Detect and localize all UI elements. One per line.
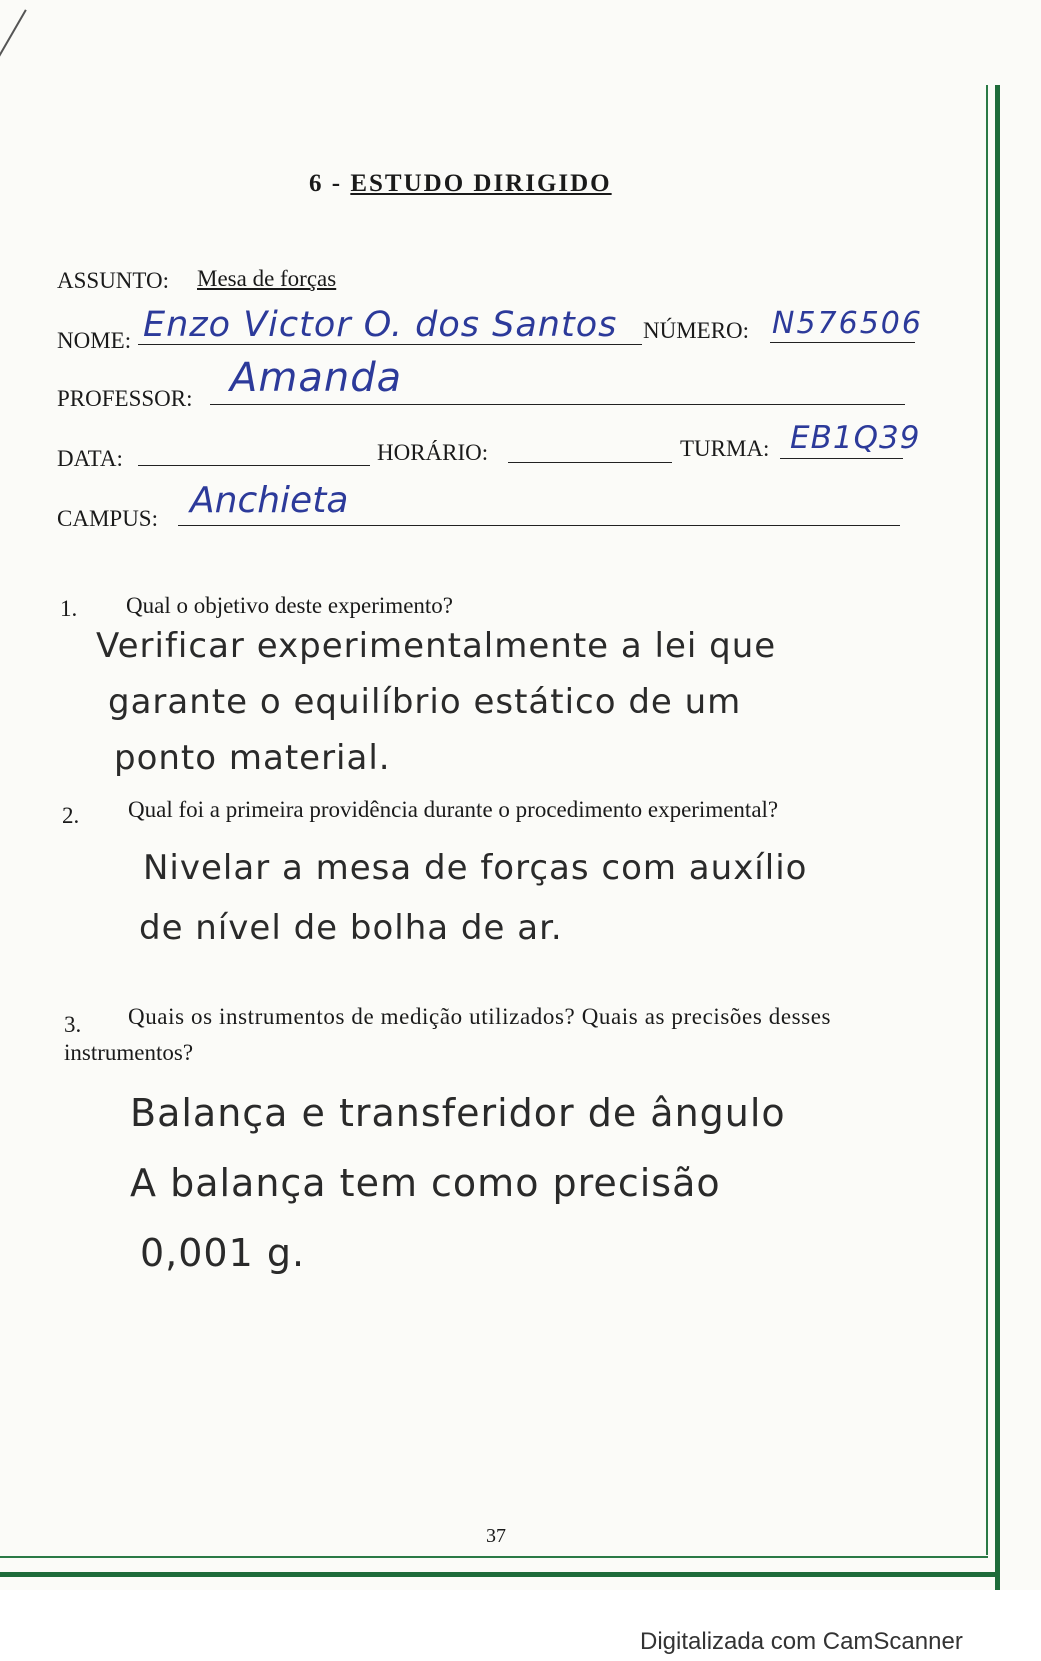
- question-3-text: Quais os instrumentos de medição utilizados? Quais as precisões desses: [128, 1004, 832, 1029]
- data-label: DATA:: [57, 446, 123, 471]
- data-underline: [138, 465, 370, 466]
- horario-label: HORÁRIO:: [377, 440, 489, 465]
- campus-label: CAMPUS:: [57, 506, 158, 531]
- page-border-bottom-inner: [0, 1556, 988, 1558]
- turma-underline: [780, 458, 903, 459]
- answer-line: 0,001 g.: [140, 1231, 306, 1275]
- professor-value: Amanda: [230, 355, 403, 401]
- numero-underline: [770, 342, 915, 343]
- answer-line: Balança e transferidor de ângulo: [130, 1091, 786, 1135]
- answer-line: de nível de bolha de ar.: [139, 908, 563, 948]
- page-border-bottom: [0, 1572, 1000, 1577]
- scanner-watermark: Digitalizada com CamScanner: [640, 1628, 963, 1655]
- professor-underline: [210, 404, 905, 405]
- nome-value: Enzo Victor O. dos Santos: [143, 305, 618, 345]
- page-title: [309, 170, 612, 198]
- nome-label: NOME:: [57, 328, 132, 353]
- campus-value: Anchieta: [190, 480, 349, 521]
- question-2-number: 2.: [62, 803, 80, 828]
- turma-label: TURMA:: [680, 436, 770, 461]
- question-2-answer: [139, 838, 808, 958]
- professor-label: PROFESSOR:: [57, 386, 193, 411]
- question-3-text-continued: instrumentos?: [64, 1040, 194, 1065]
- answer-line: ponto material.: [114, 738, 391, 778]
- answer-line: garante o equilíbrio estático de um: [108, 682, 742, 722]
- answer-line: Verificar experimentalmente a lei que: [96, 626, 777, 666]
- answer-line: A balança tem como precisão: [130, 1161, 721, 1205]
- question-3-number: 3.: [64, 1012, 82, 1037]
- question-1-number: 1.: [60, 596, 78, 621]
- turma-value: EB1Q39: [790, 420, 921, 456]
- horario-underline: [508, 462, 672, 463]
- numero-label: NÚMERO:: [643, 318, 750, 343]
- title-prefix: 6 -: [309, 170, 351, 197]
- page-border-right-inner: [986, 85, 988, 1555]
- question-3-answer: [130, 1078, 786, 1288]
- campus-underline: [178, 525, 900, 526]
- answer-line: Nivelar a mesa de forças com auxílio: [143, 848, 808, 888]
- title-main: ESTUDO DIRIGIDO: [350, 170, 612, 197]
- numero-value: N576506: [772, 306, 923, 341]
- page-number: 37: [486, 1525, 506, 1547]
- question-1-answer: [96, 618, 776, 786]
- page-border-right: [995, 85, 1000, 1590]
- assunto-value: Mesa de forças: [197, 266, 337, 291]
- question-2-text: Qual foi a primeira providência durante o procedimento experimental?: [128, 797, 779, 822]
- page-corner-fold: [0, 9, 27, 71]
- assunto-label: ASSUNTO:: [57, 268, 170, 293]
- question-1-text: Qual o objetivo deste experimento?: [126, 593, 454, 618]
